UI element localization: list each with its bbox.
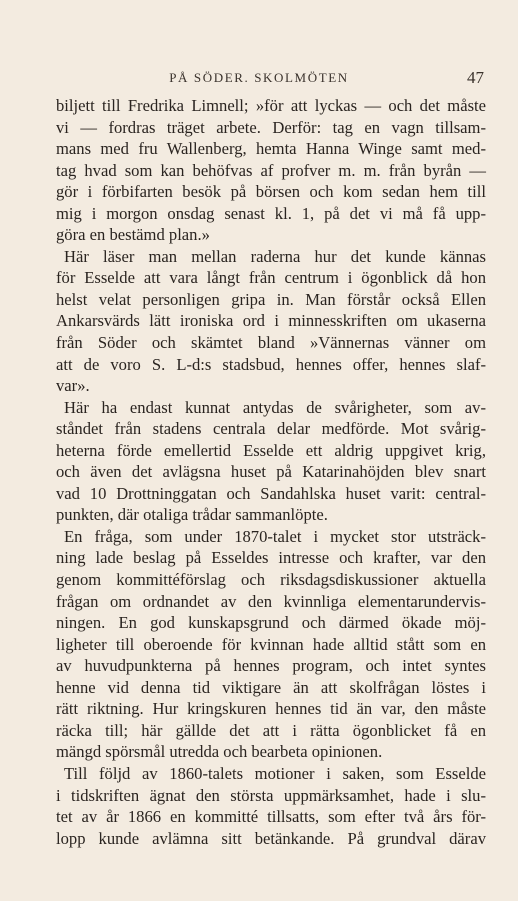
text-line: räcka till; här gällde det att i rätta ögonblicket få en: [56, 720, 486, 740]
text-line: tet av år 1866 en kommitté tillsatts, som efter två års för-: [56, 807, 486, 827]
text-line: ning lade beslag på Esseldes intresse och krafter, var den: [56, 548, 486, 568]
text-line: Här läser man mellan raderna hur det kunde kännas: [64, 246, 486, 266]
text-line: helst velat personligen gripa in. Man förstår också Ellen: [56, 289, 486, 309]
text-line: mans med fru Wallenberg, hemta Hanna Winge samt med-: [56, 139, 486, 159]
text-line: Här ha endast kunnat antydas de svårigheter, som av-: [64, 397, 486, 417]
text-line: heterna förde emellertid Esselde ett aldrig uppgivet krig,: [56, 440, 486, 460]
text-line: frågan om ordnandet av den kvinnliga elementarundervis-: [56, 591, 486, 611]
text-line: gör i förbifarten besök på börsen och kom sedan hem till: [56, 182, 486, 202]
text-line: var».: [56, 376, 90, 396]
text-line: lopp kunde avlämna sitt betänkande. På grundval därav: [56, 828, 486, 848]
page-header: [0, 68, 518, 92]
text-line: En fråga, som under 1870-talet i mycket stor utsträck-: [64, 526, 486, 546]
text-line: genom kommittéförslag och riksdagsdiskussioner aktuella: [56, 570, 486, 590]
text-line: biljett till Fredrika Limnell; »för att lyckas — och det måste: [56, 96, 486, 115]
text-line: vad 10 Drottninggatan och Sandahlska huset varit: central-: [56, 483, 486, 503]
running-head: PÅ SÖDER. SKOLMÖTEN: [169, 70, 349, 85]
text-line: av huvudpunkterna på hennes program, och intet syntes: [56, 656, 486, 676]
body-text: [56, 95, 486, 849]
text-line: ligheter till oberoende för kvinnan hade alltid stått som en: [56, 634, 486, 654]
text-line: Till följd av 1860-talets motioner i saken, som Esselde: [64, 763, 486, 783]
text-line: henne vid denna tid viktigare än att skolfrågan löstes i: [56, 677, 486, 697]
text-line: Ankarsvärds lätt ironiska ord i minnesskriften om ukaserna: [56, 311, 486, 331]
text-line: ståndet från stadens centrala delar medförde. Mot svårig-: [56, 419, 486, 439]
text-line: i tidskriften ägnat den största uppmärksamhet, hade i slu-: [56, 785, 486, 805]
text-line: göra en bestämd plan.»: [56, 225, 210, 245]
page-number: 47: [467, 68, 484, 87]
text-line: punkten, där otaliga trådar sammanlöpte.: [56, 505, 328, 525]
text-line: mig i morgon onsdag senast kl. 1, på det vi må få upp-: [56, 203, 486, 223]
text-line: att de voro S. L-d:s stadsbud, hennes offer, hennes slaf-: [56, 354, 486, 374]
text-line: för Esselde att vara långt från centrum i ögonblick då hon: [56, 268, 486, 288]
text-line: ningen. En god kunskapsgrund och därmed ökade möj-: [56, 613, 486, 633]
text-line: och även det avlägsna huset på Katarinahöjden blev snart: [56, 462, 486, 482]
text-line: mängd spörsmål utredda och bearbeta opinionen.: [56, 742, 383, 762]
text-line: vi — fordras träget arbete. Derför: tag en vagn tillsam-: [56, 117, 486, 137]
text-line: tag hvad som kan behöfvas af profver m. m. från byrån —: [56, 160, 486, 180]
text-line: rätt riktning. Hur kringskuren hennes tid än var, den måste: [56, 699, 486, 719]
text-line: från Söder och skämtet bland »Vännernas vänner om: [56, 333, 486, 353]
